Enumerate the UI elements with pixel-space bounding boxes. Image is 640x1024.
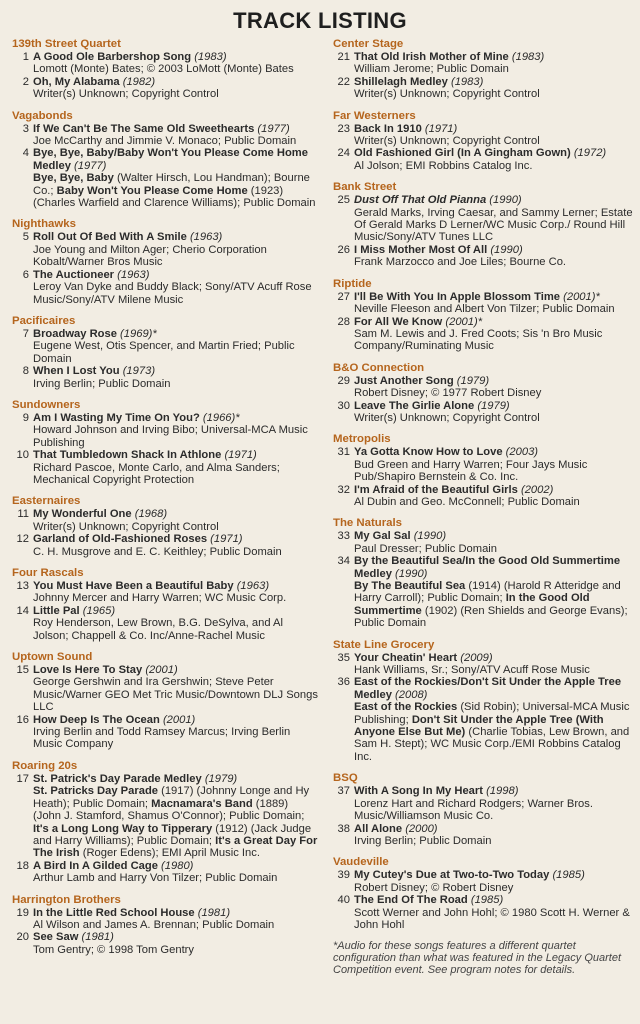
track-year: (1985) — [552, 869, 585, 882]
track-title: Dust Off That Old Pianna — [354, 194, 490, 207]
track-title: My Gal Sal — [354, 530, 414, 543]
track-credit: Joe Young and Milton Ager; Cherio Corporation Kobalt/Warner Bros Music — [33, 243, 267, 269]
track-number: 32 — [337, 483, 350, 496]
track-year: (2002) — [520, 483, 554, 496]
track-item — [12, 269, 318, 306]
track-item — [333, 76, 633, 101]
page-title: TRACK LISTING — [233, 8, 407, 33]
quartet-name: Roaring 20s — [12, 759, 78, 772]
track-credit: Writer(s) Unknown; Copyright Control — [354, 135, 540, 148]
track-title: I Miss Mother Most Of All — [354, 243, 491, 256]
track-year: (1982) — [122, 75, 156, 88]
track-number: 39 — [337, 869, 350, 882]
track-title: With A Song In My Heart — [354, 785, 487, 798]
track-title: All Alone — [354, 822, 406, 835]
track-number: 7 — [22, 327, 29, 340]
track-credit: Bye, Bye, Baby (Walter Hirsch, Lou Handman); Bourne Co.; Baby Won't You Please Come Home (1923) (Charles Warfield and Clarence Williams); Public Domain — [33, 172, 316, 210]
track-number: 20 — [16, 931, 29, 944]
track-title: Oh, My Alabama — [33, 75, 123, 88]
track-item — [333, 484, 633, 509]
quartet-group — [12, 218, 318, 305]
quartet-name: State Line Grocery — [333, 638, 435, 651]
quartet-group — [12, 651, 318, 751]
track-year: (1963) — [117, 268, 150, 281]
track-number: 35 — [337, 651, 350, 664]
track-title: In the Little Red School House — [33, 906, 198, 919]
track-number: 12 — [16, 533, 29, 546]
quartet-name: Bank Street — [333, 181, 397, 194]
track-number: 40 — [337, 894, 350, 907]
track-title: If We Can't Be The Same Old Sweethearts — [33, 122, 258, 135]
track-credit: Writer(s) Unknown; Copyright Control — [33, 88, 219, 101]
quartet-group — [12, 894, 318, 957]
track-credit: Writer(s) Unknown; Copyright Control — [354, 88, 540, 101]
quartet-name: Metropolis — [333, 433, 391, 446]
track-title: Garland of Old-Fashioned Roses — [33, 533, 211, 546]
track-year: (2009) — [460, 651, 493, 664]
right-column — [333, 38, 633, 976]
track-title: I'm Afraid of the Beautiful Girls — [354, 483, 521, 496]
quartet-group — [12, 315, 318, 390]
track-number: 15 — [16, 664, 29, 677]
track-number: 11 — [17, 508, 29, 521]
track-item — [12, 147, 318, 209]
quartet-name: Center Stage — [333, 38, 404, 50]
track-item — [333, 244, 633, 269]
track-number: 28 — [337, 315, 350, 328]
track-item — [12, 365, 318, 390]
track-year: (1979) — [204, 772, 238, 785]
track-item — [333, 123, 633, 148]
track-number: 27 — [337, 290, 350, 303]
quartet-group — [12, 567, 318, 642]
track-credit: Scott Werner and John Hohl; © 1980 Scott H. Werner & John Hohl — [354, 906, 630, 931]
track-number: 2 — [22, 75, 29, 88]
track-year: (2001)* — [563, 290, 600, 303]
track-title: Ya Gotta Know How to Love — [354, 446, 506, 459]
track-item — [333, 869, 633, 894]
track-title: By the Beautiful Sea/In the Good Old Summertime Medley — [354, 555, 621, 580]
track-number: 25 — [337, 194, 350, 207]
track-credit: Robert Disney; © 1977 Robert Disney — [354, 387, 542, 400]
quartet-name: Far Westerners — [333, 109, 416, 122]
track-title: Little Pal — [33, 604, 83, 617]
track-credit: C. H. Musgrove and E. C. Keithley; Public Domain — [33, 545, 282, 558]
track-title: Broadway Rose — [33, 327, 121, 340]
track-item — [333, 823, 633, 848]
track-title: The Auctioneer — [33, 268, 118, 281]
track-year: (1971) — [424, 122, 458, 135]
track-credit: Gerald Marks, Irving Caesar, and Sammy Lerner; Estate Of Gerald Marks D Lerner/WC Music Corp./ Round Hill Music/Sony/ATV Tunes LLC — [354, 206, 633, 244]
track-title: My Cutey's Due at Two-to-Two Today — [354, 869, 553, 882]
track-credit: Al Dubin and Geo. McConnell; Public Domain — [354, 495, 580, 508]
track-credit: Arthur Lamb and Harry Von Tilzer; Public Domain — [33, 872, 278, 885]
track-item — [12, 328, 318, 365]
track-credit: Irving Berlin and Todd Ramsey Marcus; Irving Berlin Music Company — [33, 726, 291, 751]
track-item — [12, 533, 318, 558]
track-item — [12, 76, 318, 101]
quartet-name: The Naturals — [333, 517, 402, 530]
track-year: (1973) — [122, 365, 156, 378]
track-title: Love Is Here To Stay — [33, 664, 146, 677]
track-year: (1998) — [486, 785, 519, 798]
track-year: (1965) — [82, 604, 116, 617]
track-year: (2003) — [505, 446, 539, 459]
track-number: 13 — [16, 580, 29, 592]
track-credit: Al Wilson and James A. Brennan; Public Domain — [33, 918, 275, 931]
track-item — [333, 785, 633, 822]
track-credit: Tom Gentry; © 1998 Tom Gentry — [33, 943, 194, 956]
track-item — [12, 231, 318, 268]
track-title: A Bird In A Gilded Cage — [33, 859, 162, 872]
quartet-name: Pacificaires — [12, 314, 76, 327]
track-item — [333, 316, 633, 353]
track-year: (1966)* — [202, 411, 240, 424]
track-number: 1 — [22, 51, 29, 63]
quartet-group — [12, 38, 318, 101]
track-item — [12, 860, 318, 885]
track-number: 29 — [337, 374, 350, 387]
track-title: The End Of The Road — [354, 894, 471, 907]
quartet-group — [333, 517, 633, 629]
track-year: (2001) — [162, 713, 196, 726]
track-number: 16 — [16, 713, 29, 726]
track-number: 5 — [22, 231, 29, 244]
track-credit: Roy Henderson, Lew Brown, B.G. DeSylva, and Al Jolson; Chappell & Co. Inc/Anne-Rachel Music — [33, 617, 283, 642]
track-credit: George Gershwin and Ira Gershwin; Steve Peter Music/Warner GEO Met Tric Music/Downtown DLJ Songs LLC — [33, 676, 318, 714]
track-number: 37 — [337, 785, 350, 798]
quartet-name: Easternaires — [12, 495, 81, 508]
track-credit: St. Patricks Day Parade (1917) (Johnny Longe and Hy Heath); Public Domain; Macnamara's Band (1889) (John J. Stamford, Shamus O'Connor); Public Domain; It's a Long Long Way to Tipperary (1912) (Jack Judge and Harry Williams); Public Domain; It's a Great Day For The Irish (Roger Edens); EMI April Music Inc. — [33, 785, 318, 860]
quartet-group — [333, 362, 633, 425]
track-title: That Tumbledown Shack In Athlone — [33, 449, 225, 462]
track-item — [333, 676, 633, 763]
track-credit: Johnny Mercer and Harry Warren; WC Music Corp. — [33, 592, 287, 605]
track-title: How Deep Is The Ocean — [33, 713, 163, 726]
track-credit: Hank Williams, Sr.; Sony/ATV Acuff Rose Music — [354, 664, 590, 677]
track-title: Shillelagh Medley — [354, 75, 451, 88]
track-number: 30 — [337, 399, 350, 412]
track-number: 36 — [337, 676, 350, 689]
quartet-name: BSQ — [333, 772, 358, 785]
track-number: 23 — [337, 122, 350, 135]
track-title: I'll Be With You In Apple Blossom Time — [354, 290, 564, 303]
track-credit: Lomott (Monte) Bates; © 2003 LoMott (Monte) Bates — [33, 63, 294, 76]
track-number: 8 — [22, 365, 29, 378]
quartet-group — [333, 278, 633, 353]
track-item — [333, 194, 633, 244]
track-year: (1981) — [81, 931, 114, 944]
footnote: *Audio for these songs features a different quartet configuration than what was featured in the Legacy Quartet Competition event. See program notes for details. — [333, 940, 622, 977]
track-year: (1990) — [413, 530, 447, 543]
track-number: 34 — [337, 555, 350, 568]
track-title: That Old Irish Mother of Mine — [354, 51, 512, 63]
track-item — [12, 580, 318, 605]
track-item — [12, 123, 318, 148]
track-title: Back In 1910 — [354, 122, 425, 135]
quartet-name: Sundowners — [12, 398, 81, 411]
quartet-group — [333, 856, 633, 931]
track-item — [333, 530, 633, 555]
track-credit: East of the Rockies (Sid Robin); Universal-MCA Music Publishing; Don't Sit Under the Apple Tree (With Anyone Else But Me) (Charlie Tobias, Lew Brown, and Sam H. Stept); WC Music Corp./EMI Robbins Catalog Inc. — [354, 701, 630, 763]
track-year: (1983) — [194, 51, 227, 63]
track-item — [333, 652, 633, 677]
quartet-name: Nighthawks — [12, 218, 76, 231]
track-title: Old Fashioned Girl (In A Gingham Gown) — [354, 147, 574, 160]
quartet-name: Vaudeville — [333, 856, 389, 869]
quartet-group — [333, 181, 633, 268]
track-number: 26 — [337, 243, 350, 256]
track-title: Bye, Bye, Baby/Baby Won't You Please Come Home Medley — [33, 147, 308, 172]
track-credit: Paul Dresser; Public Domain — [354, 542, 498, 555]
track-credit: Bud Green and Harry Warren; Four Jays Music Pub/Shapiro Bernstein & Co. Inc. — [354, 458, 588, 484]
track-title: You Must Have Been a Beautiful Baby — [33, 580, 237, 592]
track-year: (1990) — [490, 243, 523, 256]
track-number: 14 — [16, 604, 29, 617]
track-credit: Eugene West, Otis Spencer, and Martin Fried; Public Domain — [33, 340, 295, 365]
quartet-name: B&O Connection — [333, 361, 425, 374]
track-title: My Wonderful One — [33, 508, 135, 521]
left-column — [12, 38, 318, 965]
track-item — [333, 446, 633, 483]
track-title: Roll Out Of Bed With A Smile — [33, 231, 190, 244]
track-item — [12, 449, 318, 486]
track-credit: Writer(s) Unknown; Copyright Control — [33, 520, 219, 533]
track-credit: Irving Berlin; Public Domain — [33, 377, 171, 390]
track-year: (1981) — [197, 906, 231, 919]
track-credit: Sam M. Lewis and J. Fred Coots; Sis 'n Bro Music Company/Ruminating Music — [354, 327, 603, 353]
track-year: (1979) — [477, 399, 510, 412]
track-credit: Al Jolson; EMI Robbins Catalog Inc. — [354, 159, 533, 172]
track-year: (1985) — [470, 894, 504, 907]
quartet-group — [12, 760, 318, 885]
track-year: (1963) — [189, 231, 223, 244]
track-number: 17 — [16, 772, 29, 785]
quartet-name: Uptown Sound — [12, 651, 93, 664]
track-credit: Joe McCarthy and Jimmie V. Monaco; Public Domain — [33, 135, 297, 148]
quartet-name: Four Rascals — [12, 567, 84, 579]
track-number: 3 — [22, 122, 29, 135]
track-year: (1971) — [210, 533, 243, 546]
track-number: 22 — [337, 75, 350, 88]
track-title: Just Another Song — [354, 374, 457, 387]
track-credit: Frank Marzocco and Joe Liles; Bourne Co. — [354, 256, 567, 269]
track-credit: Lorenz Hart and Richard Rodgers; Warner Bros. Music/Williamson Music Co. — [354, 797, 593, 823]
track-item — [333, 894, 633, 931]
track-number: 21 — [337, 51, 350, 63]
track-title: See Saw — [33, 931, 82, 944]
track-item — [333, 375, 633, 400]
quartet-group — [333, 433, 633, 508]
track-item — [333, 51, 633, 76]
track-year: (1979) — [456, 374, 490, 387]
track-item — [333, 555, 633, 629]
track-credit: William Jerome; Public Domain — [354, 63, 509, 76]
quartet-group — [12, 495, 318, 558]
track-item — [333, 400, 633, 425]
track-year: (2008) — [395, 688, 428, 701]
quartet-group — [12, 399, 318, 486]
track-item — [12, 412, 318, 449]
track-title: When I Lost You — [33, 365, 123, 378]
quartet-name: Riptide — [333, 277, 372, 290]
track-number: 33 — [337, 530, 350, 543]
track-number: 6 — [22, 268, 29, 281]
track-number: 4 — [22, 147, 29, 160]
track-year: (1990) — [395, 567, 428, 580]
track-item — [12, 931, 318, 956]
track-title: East of the Rockies/Don't Sit Under the Apple Tree Medley — [354, 676, 622, 701]
quartet-group — [333, 38, 633, 101]
quartet-name: Harrington Brothers — [12, 893, 121, 906]
track-year: (1968) — [134, 508, 168, 521]
track-number: 38 — [337, 822, 350, 835]
track-title: St. Patrick's Day Parade Medley — [33, 772, 205, 785]
track-title: Leave The Girlie Alone — [354, 399, 478, 412]
track-title: Am I Wasting My Time On You? — [33, 411, 203, 424]
track-item — [12, 664, 318, 714]
track-number: 31 — [337, 446, 350, 459]
track-year: (1990) — [489, 194, 522, 207]
track-title: A Good Ole Barbershop Song — [33, 51, 195, 63]
track-title: For All We Know — [354, 315, 446, 328]
track-credit: Writer(s) Unknown; Copyright Control — [354, 411, 540, 424]
track-year: (1983) — [511, 51, 545, 63]
track-item — [333, 147, 633, 172]
track-year: (1969)* — [120, 327, 157, 340]
track-number: 10 — [16, 449, 29, 462]
track-credit: Howard Johnson and Irving Bibo; Universal-MCA Music Publishing — [33, 424, 308, 449]
track-credit: Irving Berlin; Public Domain — [354, 834, 492, 847]
track-year: (1977) — [257, 122, 290, 135]
track-credit: Richard Pascoe, Monte Carlo, and Alma Sanders; Mechanical Copyright Protection — [33, 461, 280, 486]
quartet-group — [333, 110, 633, 173]
track-item — [333, 291, 633, 316]
track-year: (1983) — [450, 75, 484, 88]
track-credit: Robert Disney; © Robert Disney — [354, 881, 514, 894]
track-item — [12, 907, 318, 932]
track-item — [12, 508, 318, 533]
track-year: (1971) — [224, 449, 257, 462]
track-title: Your Cheatin' Heart — [354, 651, 461, 664]
track-year: (2001) — [145, 664, 178, 677]
track-item — [12, 51, 318, 76]
quartet-name: Vagabonds — [12, 109, 73, 122]
track-year: (1980) — [161, 859, 194, 872]
track-credit: By The Beautiful Sea (1914) (Harold R Atteridge and Harry Carroll); Public Domain; In the Good Old Summertime (1902) (Ren Shields and George Evans); Public Domain — [354, 580, 628, 630]
quartet-name: 139th Street Quartet — [12, 38, 121, 50]
quartet-group — [333, 639, 633, 764]
quartet-group — [12, 110, 318, 210]
quartet-group — [333, 772, 633, 847]
track-credit: Neville Fleeson and Albert Von Tilzer; Public Domain — [354, 303, 615, 316]
track-number: 24 — [337, 147, 350, 160]
track-year: (1972) — [573, 147, 607, 160]
track-item — [12, 714, 318, 751]
track-year: (2001)* — [445, 315, 483, 328]
track-number: 18 — [16, 859, 29, 872]
track-item — [12, 773, 318, 860]
track-year: (1963) — [236, 580, 270, 592]
track-number: 9 — [22, 411, 29, 424]
track-credit: Leroy Van Dyke and Buddy Black; Sony/ATV Acuff Rose Music/Sony/ATV Milene Music — [33, 281, 312, 306]
track-number: 19 — [16, 906, 29, 919]
track-year: (1977) — [74, 159, 107, 172]
track-item — [12, 605, 318, 642]
track-year: (2000) — [405, 822, 438, 835]
